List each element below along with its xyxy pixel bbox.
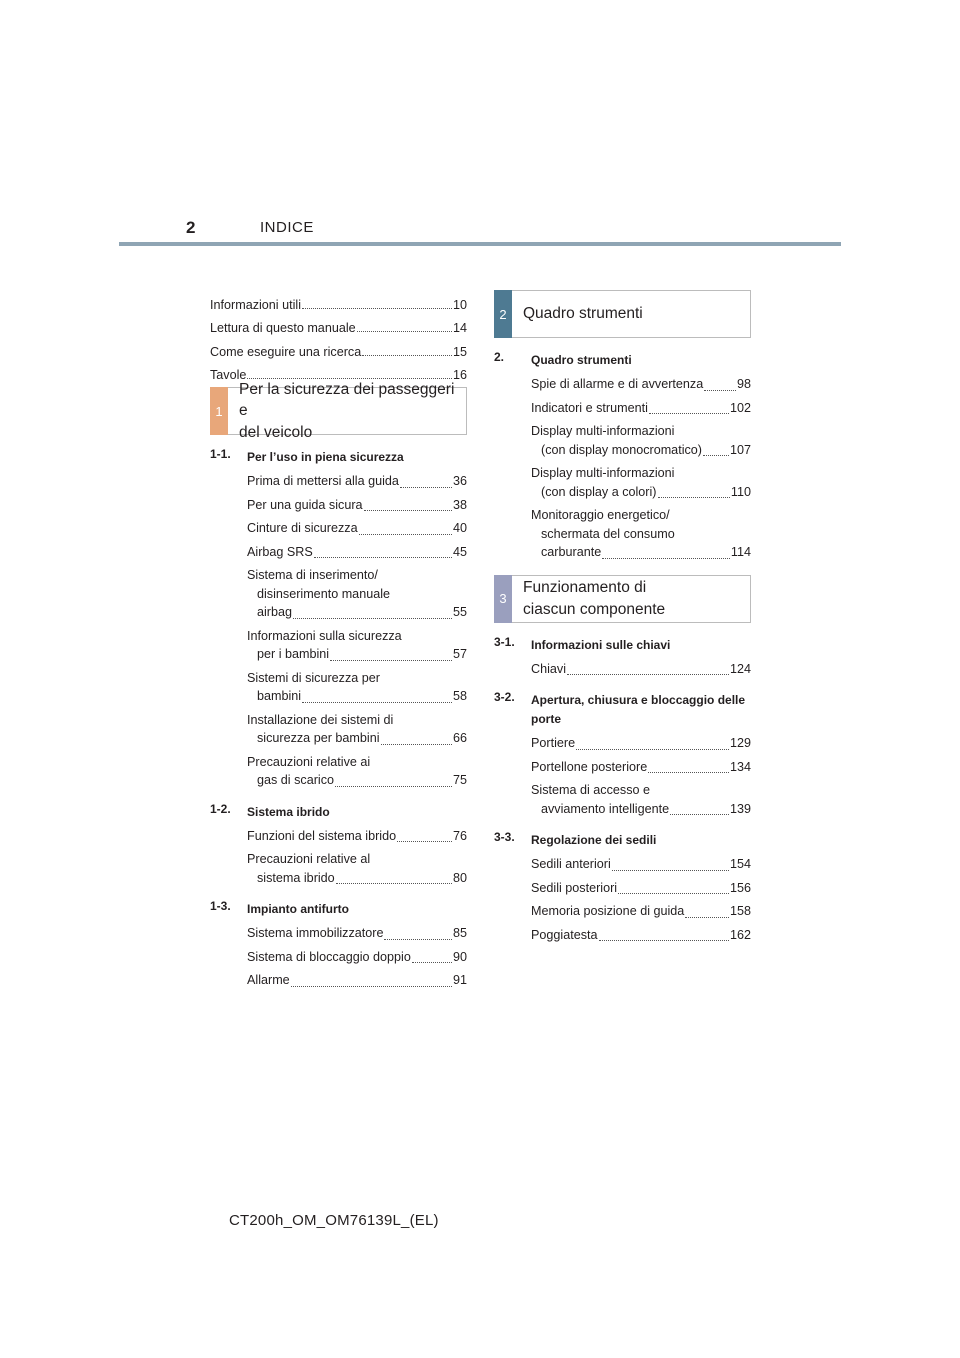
toc-entry[interactable] bbox=[531, 781, 751, 818]
leader-dots bbox=[381, 743, 452, 745]
leader-dots bbox=[670, 813, 729, 815]
section-3-box[interactable] bbox=[494, 575, 751, 623]
leader-dots bbox=[685, 916, 729, 918]
toc-entry[interactable] bbox=[531, 375, 751, 394]
chapter-title: Regolazione dei sedili bbox=[531, 833, 657, 847]
toc-entry-page: 134 bbox=[729, 759, 751, 774]
toc-entry-label: (con display a colori) bbox=[541, 484, 657, 499]
toc-entry[interactable] bbox=[247, 543, 467, 562]
toc-entry-line bbox=[247, 971, 467, 990]
toc-entry-page: 98 bbox=[736, 377, 751, 391]
toc-entry-page: 75 bbox=[452, 773, 467, 787]
toc-entry-label: Tavole bbox=[210, 368, 247, 383]
section-title-line: Funzionamento di bbox=[523, 579, 647, 596]
toc-entry-page: 38 bbox=[452, 497, 467, 512]
toc-entry-page: 14 bbox=[452, 321, 467, 336]
chapter-title: Quadro strumenti bbox=[531, 353, 632, 367]
chapter-heading[interactable] bbox=[494, 691, 751, 729]
chapter-number: 3-3. bbox=[494, 830, 515, 844]
chapter-title: Per l’uso in piena sicurezza bbox=[247, 450, 404, 464]
page-number: 2 bbox=[186, 218, 196, 237]
leader-dots bbox=[612, 869, 729, 871]
chapter-items bbox=[210, 472, 467, 790]
leader-dots bbox=[567, 673, 729, 675]
section-2-box[interactable] bbox=[494, 290, 751, 338]
toc-entry[interactable] bbox=[247, 971, 467, 990]
leader-dots bbox=[649, 412, 729, 414]
toc-entry-page: 15 bbox=[452, 344, 467, 359]
chapter-title: Sistema ibrido bbox=[247, 804, 330, 819]
toc-entry-line bbox=[531, 855, 751, 874]
toc-entry-label: Display multi-informazioni bbox=[531, 424, 675, 438]
toc-entry-page: 66 bbox=[452, 731, 467, 745]
toc-entry-page: 91 bbox=[452, 973, 467, 987]
toc-entry-page: 90 bbox=[452, 949, 467, 964]
leader-dots bbox=[364, 509, 452, 511]
toc-entry-page: 16 bbox=[452, 368, 467, 383]
toc-left-column bbox=[210, 288, 467, 990]
toc-entry-line bbox=[247, 771, 467, 790]
chapter-number: 2. bbox=[494, 350, 505, 364]
toc-entry-label: Display multi-informazioni bbox=[531, 466, 675, 480]
toc-entry[interactable] bbox=[531, 660, 751, 679]
toc-entry-line bbox=[247, 948, 467, 967]
toc-entry-page: 158 bbox=[729, 904, 751, 918]
toc-entry-label: Portiere bbox=[531, 736, 576, 750]
toc-entry-page: 154 bbox=[729, 857, 751, 871]
toc-entry-label: schermata del consumo bbox=[541, 526, 675, 541]
leader-dots bbox=[704, 389, 736, 391]
toc-entry[interactable] bbox=[531, 422, 751, 459]
toc-entry-page: 10 bbox=[452, 297, 467, 312]
toc-entry-label: sistema ibrido bbox=[257, 870, 335, 885]
toc-entry-line bbox=[247, 472, 467, 491]
chapter-heading[interactable] bbox=[494, 636, 751, 655]
toc-entry-label: Sistema immobilizzatore bbox=[247, 926, 384, 940]
toc-entry-line bbox=[531, 734, 751, 753]
toc-entry[interactable] bbox=[247, 472, 467, 491]
toc-entry-label: airbag bbox=[257, 605, 293, 619]
toc-entry-label: Monitoraggio energetico/ bbox=[531, 508, 670, 522]
toc-entry-label: Sedili anteriori bbox=[531, 857, 611, 871]
chapter-heading[interactable] bbox=[494, 351, 751, 370]
toc-entry-label: disinserimento manuale bbox=[257, 586, 391, 601]
section-title bbox=[523, 303, 746, 325]
toc-entry-label: Prima di mettersi alla guida bbox=[247, 474, 399, 488]
chapter-items bbox=[494, 660, 751, 679]
toc-entry[interactable] bbox=[531, 902, 751, 921]
toc-entry-label: per i bambini bbox=[257, 647, 330, 661]
section-title bbox=[523, 577, 746, 620]
toc-entry-label: Informazioni sulla sicurezza bbox=[247, 628, 402, 643]
toc-entry[interactable] bbox=[531, 734, 751, 753]
toc-entry-label: Sedili posteriori bbox=[531, 880, 618, 895]
toc-entry-line bbox=[247, 543, 467, 562]
toc-entry-label: Spie di allarme e di avvertenza bbox=[531, 377, 704, 391]
chapter-number: 1-3. bbox=[210, 899, 231, 913]
leader-dots bbox=[359, 533, 452, 535]
toc-entry-label: gas di scarico bbox=[257, 773, 334, 787]
page-header-title: INDICE bbox=[260, 219, 314, 236]
toc-entry-label: Sistema di inserimento/ bbox=[247, 568, 378, 582]
toc-entry-label: Chiavi bbox=[531, 661, 566, 676]
chapter-items bbox=[494, 855, 751, 944]
toc-entry[interactable] bbox=[247, 627, 467, 664]
leader-dots bbox=[412, 961, 452, 963]
toc-entry-line bbox=[531, 375, 751, 394]
toc-entry-line bbox=[531, 441, 751, 460]
toc-entry-line bbox=[247, 687, 467, 706]
chapter-number: 3-1. bbox=[494, 634, 515, 649]
leader-dots bbox=[618, 892, 729, 894]
leader-dots bbox=[384, 938, 452, 940]
toc-entry-line bbox=[531, 483, 751, 502]
toc-entry-page: 85 bbox=[452, 926, 467, 940]
toc-entry-label: Poggiatesta bbox=[531, 927, 598, 942]
toc-entry-label: Airbag SRS bbox=[247, 544, 313, 559]
chapter-items bbox=[210, 924, 467, 990]
toc-entry-label: avviamento intelligente bbox=[541, 801, 670, 816]
toc-entry-label: (con display monocromatico) bbox=[541, 442, 702, 457]
section-title-line: ciascun componente bbox=[523, 600, 666, 618]
header-rule bbox=[119, 242, 841, 246]
toc-entry[interactable] bbox=[247, 566, 467, 622]
toc-entry-line bbox=[247, 645, 467, 664]
leader-dots bbox=[602, 557, 730, 559]
toc-entry-label: Sistema di bloccaggio doppio bbox=[247, 949, 411, 964]
chapter-items bbox=[494, 734, 751, 818]
toc-entry[interactable] bbox=[531, 926, 751, 945]
toc-entry-page: 55 bbox=[452, 605, 467, 619]
toc-entry-line bbox=[247, 519, 467, 538]
toc-entry-line bbox=[531, 543, 751, 562]
leader-dots bbox=[658, 496, 730, 498]
section-number-tab: 1 bbox=[210, 387, 228, 435]
section-title-line: Per la sicurezza dei passeggeri e bbox=[239, 380, 455, 420]
toc-entry-label: bambini bbox=[257, 689, 302, 703]
section-1-box[interactable] bbox=[210, 380, 467, 441]
toc-entry-label: Per una guida sicura bbox=[247, 497, 363, 512]
toc-entry[interactable] bbox=[531, 855, 751, 874]
leader-dots bbox=[335, 785, 452, 787]
toc-entry[interactable] bbox=[210, 288, 467, 312]
toc-entry-label: Installazione dei sistemi di bbox=[247, 712, 394, 727]
section-number-tab: 2 bbox=[494, 290, 512, 338]
toc-entry-line bbox=[531, 926, 751, 945]
leader-dots bbox=[357, 330, 452, 332]
section-number-tab: 3 bbox=[494, 575, 512, 623]
toc-entry-line bbox=[247, 603, 467, 622]
toc-entry-page: 110 bbox=[730, 484, 751, 499]
leader-dots bbox=[400, 486, 452, 488]
toc-entry-page: 107 bbox=[729, 442, 751, 457]
chapter-number: 3-2. bbox=[494, 690, 515, 704]
toc-entry-label: Precauzioni relative al bbox=[247, 852, 371, 866]
leader-dots bbox=[302, 701, 452, 703]
toc-entry-label: Allarme bbox=[247, 973, 290, 987]
toc-entry-label: carburante bbox=[541, 545, 602, 559]
toc-entry-page: 80 bbox=[452, 870, 467, 885]
section-title-line: del veicolo bbox=[239, 423, 313, 441]
section-2-chapters bbox=[494, 351, 751, 562]
leader-dots bbox=[576, 748, 729, 750]
toc-entry-label: Come eseguire una ricerca bbox=[210, 344, 362, 359]
chapter-number: 1-1. bbox=[210, 447, 231, 461]
toc-entry-page: 36 bbox=[452, 474, 467, 488]
toc-entry[interactable] bbox=[531, 758, 751, 777]
leader-dots bbox=[397, 840, 452, 842]
toc-intro-list bbox=[210, 288, 467, 382]
toc-entry-label: Sistema di accesso e bbox=[531, 783, 650, 797]
toc-entry-line bbox=[247, 924, 467, 943]
leader-dots bbox=[291, 985, 452, 987]
toc-entry[interactable] bbox=[210, 312, 467, 336]
toc-entry[interactable] bbox=[531, 506, 751, 562]
leader-dots bbox=[362, 354, 452, 356]
chapter-heading[interactable] bbox=[494, 831, 751, 850]
toc-entry-label: Cinture di sicurezza bbox=[247, 521, 358, 535]
toc-entry-line bbox=[247, 827, 467, 846]
toc-entry[interactable] bbox=[247, 850, 467, 887]
toc-entry-label: Lettura di questo manuale bbox=[210, 321, 356, 336]
toc-entry-line bbox=[247, 869, 467, 888]
toc-entry[interactable] bbox=[531, 464, 751, 501]
toc-entry-label: Funzioni del sistema ibrido bbox=[247, 828, 397, 843]
leader-dots bbox=[599, 939, 729, 941]
toc-entry-page: 45 bbox=[452, 544, 467, 559]
toc-entry-page: 40 bbox=[452, 521, 467, 535]
chapter-heading[interactable] bbox=[210, 448, 467, 467]
toc-entry-page: 114 bbox=[730, 545, 751, 559]
toc-entry-line bbox=[531, 399, 751, 418]
toc-entry-label: Portellone posteriore bbox=[531, 759, 648, 774]
leader-dots bbox=[302, 307, 452, 309]
section-3-chapters bbox=[494, 636, 751, 945]
document-code: CT200h_OM_OM76139L_(EL) bbox=[229, 1212, 439, 1229]
toc-entry[interactable] bbox=[531, 399, 751, 418]
toc-entry-page: 129 bbox=[729, 736, 751, 750]
section-title-line: Quadro strumenti bbox=[523, 305, 643, 323]
toc-entry-line bbox=[531, 902, 751, 921]
chapter-number: 1-2. bbox=[210, 801, 231, 816]
toc-entry-page: 58 bbox=[452, 689, 467, 703]
leader-dots bbox=[293, 617, 452, 619]
chapter-title: Apertura, chiusura e bloccaggio delle porte bbox=[531, 693, 746, 726]
leader-dots bbox=[336, 882, 452, 884]
toc-right-column bbox=[494, 290, 751, 944]
toc-entry[interactable] bbox=[247, 496, 467, 515]
toc-entry-line bbox=[531, 879, 751, 898]
toc-entry-label: Precauzioni relative ai bbox=[247, 754, 371, 769]
toc-entry-label: Indicatori e strumenti bbox=[531, 400, 648, 415]
chapter-heading[interactable] bbox=[210, 900, 467, 919]
leader-dots bbox=[648, 771, 729, 773]
chapter-heading[interactable] bbox=[210, 803, 467, 822]
toc-entry[interactable] bbox=[247, 711, 467, 748]
toc-entry[interactable] bbox=[247, 669, 467, 706]
leader-dots bbox=[314, 556, 452, 558]
toc-entry-line bbox=[247, 496, 467, 515]
toc-entry[interactable] bbox=[210, 335, 467, 359]
toc-entry-label: Memoria posizione di guida bbox=[531, 904, 685, 918]
toc-entry[interactable] bbox=[531, 879, 751, 898]
toc-entry[interactable] bbox=[247, 519, 467, 538]
toc-entry-page: 57 bbox=[452, 647, 467, 661]
toc-entry-line bbox=[531, 758, 751, 777]
toc-entry-page: 156 bbox=[729, 880, 751, 895]
toc-entry-page: 162 bbox=[729, 927, 751, 942]
toc-entry-page: 139 bbox=[729, 801, 751, 816]
toc-entry-line bbox=[531, 660, 751, 679]
chapter-items bbox=[210, 827, 467, 888]
toc-entry-line bbox=[247, 729, 467, 748]
chapter-title: Impianto antifurto bbox=[247, 902, 349, 916]
toc-entry[interactable] bbox=[247, 827, 467, 846]
toc-entry-label: sicurezza per bambini bbox=[257, 731, 380, 745]
toc-entry-label: Informazioni utili bbox=[210, 297, 301, 312]
toc-entry-page: 124 bbox=[729, 661, 751, 676]
toc-entry[interactable] bbox=[247, 948, 467, 967]
toc-entry[interactable] bbox=[247, 924, 467, 943]
chapter-items bbox=[494, 375, 751, 562]
section-title bbox=[239, 379, 462, 444]
toc-entry-line bbox=[531, 800, 751, 819]
leader-dots bbox=[703, 454, 729, 456]
chapter-title: Informazioni sulle chiavi bbox=[531, 637, 671, 652]
toc-entry-page: 102 bbox=[729, 400, 751, 415]
toc-entry-label: Sistemi di sicurezza per bbox=[247, 670, 380, 685]
toc-entry-page: 76 bbox=[452, 828, 467, 843]
leader-dots bbox=[330, 659, 452, 661]
section-1-chapters bbox=[210, 448, 467, 990]
toc-entry[interactable] bbox=[247, 753, 467, 790]
